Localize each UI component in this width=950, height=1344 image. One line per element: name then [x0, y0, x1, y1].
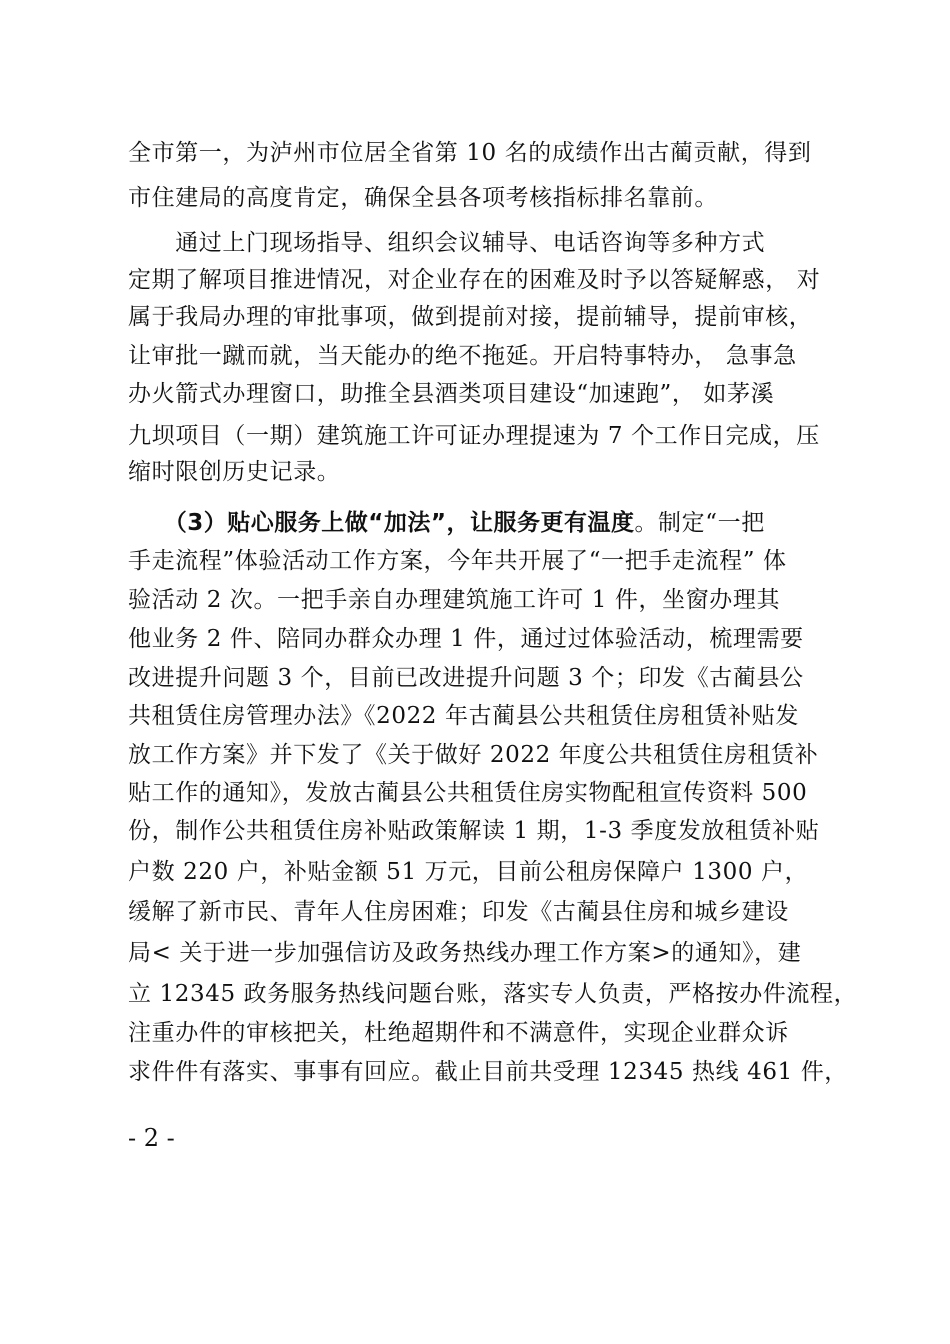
text-line: 让审批一蹴而就，当天能办的绝不拖延。开启特事特办， 急事急	[128, 343, 797, 369]
text-line: 贴工作的通知》，发放古蔺县公共租赁住房实物配租宣传资料 500	[128, 780, 808, 806]
text-line: 共租赁住房管理办法》《2022 年古蔺县公共租赁住房租赁补贴发	[128, 703, 799, 729]
text-line: 市住建局的高度肯定，确保全县各项考核指标排名靠前。	[128, 185, 718, 211]
text-line: 户数 220 户，补贴金额 51 万元，目前公租房保障户 1300 户，	[128, 859, 809, 885]
text-line: 注重办件的审核把关，杜绝超期件和不满意件，实现企业群众诉	[128, 1020, 789, 1046]
text-line: 他业务 2 件、陪同办群众办理 1 件，通过过体验活动，梳理需要	[128, 626, 804, 652]
text-line: 份，制作公共租赁住房补贴政策解读 1 期，1-3 季度发放租赁补贴	[128, 818, 820, 844]
section-3-first-line	[128, 503, 765, 543]
text-line: 求件件有落实、事事有回应。截止目前共受理 12345 热线 461 件，	[128, 1059, 848, 1085]
section-3-lead-text: 。制定“一把	[634, 510, 765, 536]
page-number: - 2 -	[128, 1124, 175, 1152]
text-line: 定期了解项目推进情况，对企业存在的困难及时予以答疑解惑， 对	[128, 267, 821, 293]
section-3-heading: （3）贴心服务上做“加法”，让服务更有温度	[175, 510, 635, 536]
text-line: 验活动 2 次。一把手亲自办理建筑施工许可 1 件，坐窗办理其	[128, 587, 781, 613]
text-line: 九坝项目（一期）建筑施工许可证办理提速为 7 个工作日完成，压	[128, 423, 820, 449]
text-line: 改进提升问题 3 个，目前已改进提升问题 3 个；印发《古蔺县公	[128, 665, 804, 691]
text-line: 缓解了新市民、青年人住房困难；印发《古蔺县住房和城乡建设	[128, 899, 789, 925]
section-3-indent	[128, 510, 175, 536]
text-line: 办火箭式办理窗口，助推全县酒类项目建设“加速跑”， 如茅溪	[128, 381, 775, 407]
text-line: 属于我局办理的审批事项，做到提前对接，提前辅导，提前审核，	[128, 304, 813, 330]
text-line: 缩时限创历史记录。	[128, 459, 341, 485]
text-line: 立 12345 政务服务热线问题台账，落实专人负责，严格按办件流程，	[128, 981, 858, 1007]
text-line: 放工作方案》并下发了《关于做好 2022 年度公共租赁住房租赁补	[128, 742, 819, 768]
text-line: 手走流程”体验活动工作方案，今年共开展了“一把手走流程” 体	[128, 548, 787, 574]
text-line: 通过上门现场指导、组织会议辅导、电话咨询等多种方式	[128, 230, 766, 256]
text-line: 局< 关于进一步加强信访及政务热线办理工作方案>的通知》，建	[128, 940, 802, 966]
text-line: 全市第一，为泸州市位居全省第 10 名的成绩作出古蔺贡献，得到	[128, 140, 812, 166]
